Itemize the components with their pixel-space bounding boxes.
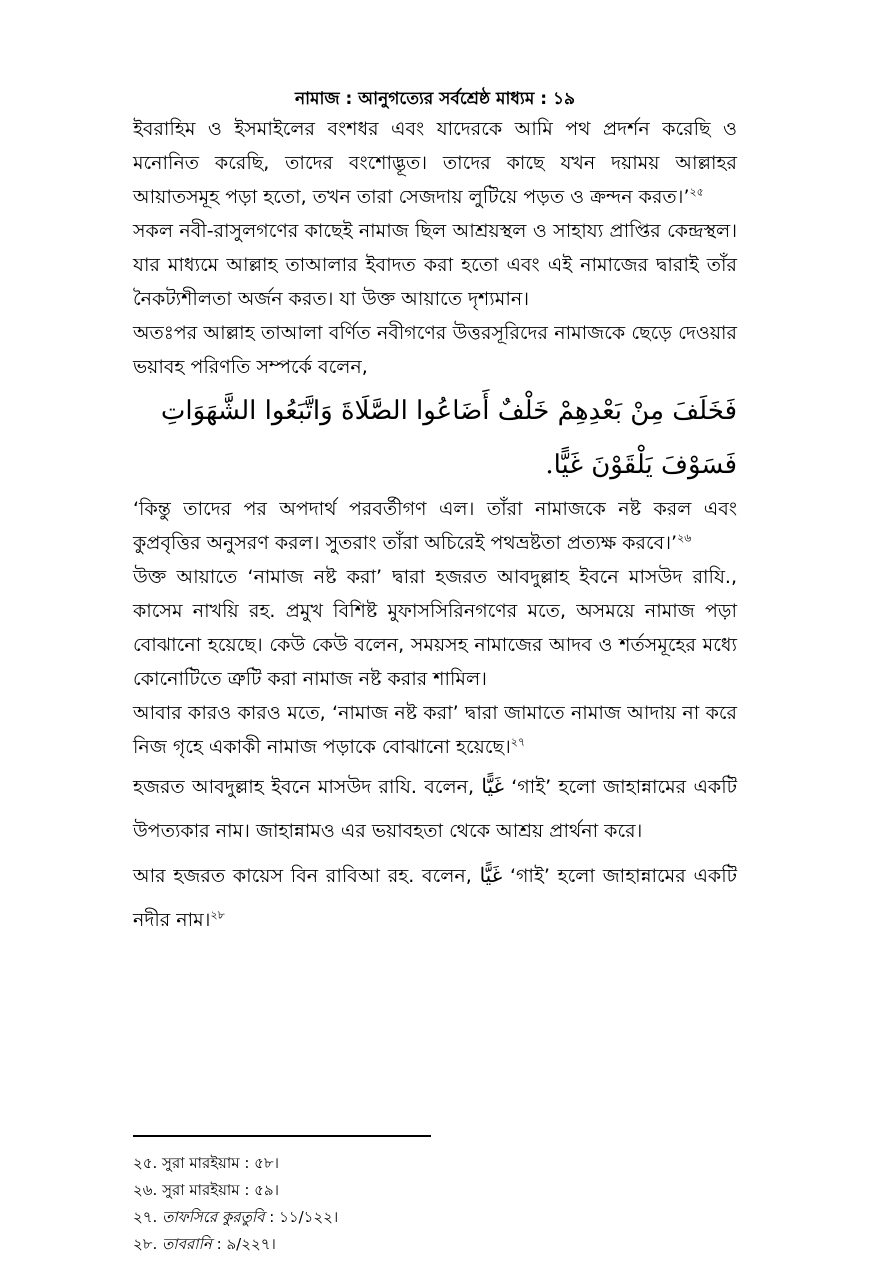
arabic-verse: فَخَلَفَ مِنْ بَعْدِهِمْ خَلْفٌ أَضَاعُوا الصَّلَاةَ وَاتَّبَعُوا الشَّهَوَاتِ فَسَوْفَ يَلْقَوْنَ غَيًّا. [160,396,737,480]
footnote-ref[interactable]: ২৬ [677,531,692,545]
paragraph: সকল নবী-রাসুলগণের কাছেই নামাজ ছিল আশ্রয়স্থল ও সাহায্য প্রাপ্তির কেন্দ্রস্থল। যার মাধ্যমে আল্লাহ তাআলার ইবাদত করা হতো এবং এই নামাজের দ্বারাই তাঁর নৈকট্যশীলতা অর্জন করত। যা উক্ত আয়াতে দৃশ্যমান। [133,220,737,310]
body-text [133,112,737,942]
paragraph: আবার কারও কারও মতে, ‘নামাজ নষ্ট করা’ দ্বারা জামাতে নামাজ আদায় না করে নিজ গৃহে একাকী নামাজ পড়াকে বোঝানো হয়েছে।$^{২৭}$ [133,702,737,758]
paragraph: আর হজরত কায়েস বিন রাবিআ রহ. বলেন, غَيًّا ‘গাই’ হলো জাহান্নামের একটি নদীর নাম।$^{২৮}$ [133,863,737,931]
paragraph: ‘কিন্তু তাদের পর অপদার্থ পরবর্তীগণ এল। তাঁরা নামাজকে নষ্ট করল এবং কুপ্রবৃত্তির অনুসরণ করল। সুতরাং তাঁরা অচিরেই পথভ্রষ্টতা প্রত্যক্ষ করবে।’$^{২৬}$ [133,498,737,554]
running-head: নামাজ : আনুগত্যের সর্বশ্রেষ্ঠ মাধ্যম : ১৯ [294,89,576,109]
footnote-ref[interactable]: ২৫ [689,185,704,199]
paragraph: অতঃপর আল্লাহ তাআলা বর্ণিত নবীগণের উত্তরসূরিদের নামাজকে ছেড়ে দেওয়ার ভয়াবহ পরিণতি সম্পর্কে বলেন, [133,322,737,378]
footnote-item: ২৬. সুরা মারইয়াম : ৫৯। [133,1181,280,1199]
footnote-item: ২৮. তাবরানি : ৯/২২৭। [133,1235,276,1253]
footnote-ref[interactable]: ২৭ [510,735,526,749]
arabic-word: غَيًّا [479,863,503,887]
footnotes [133,1150,737,1258]
arabic-word: غَيًّا [481,774,504,798]
footnote-item: ২৫. সুরা মারইয়াম : ৫৮। [133,1154,279,1172]
paragraph: ইবরাহিম ও ইসমাইলের বংশধর এবং যাদেরকে আমি পথ প্রদর্শন করেছি ও মনোনিত করেছি, তাদের বংশোদ্ভূত। তাদের কাছে যখন দয়াময় আল্লাহর আয়াতসমূহ পড়া হতো, তখন তারা সেজদায় লুটিয়ে পড়ত ও ক্রন্দন করত।’$^{২৫}$ [133,118,737,208]
paragraph: হজরত আবদুল্লাহ ইবনে মাসউদ রাযি. বলেন, غَيًّا ‘গাই’ হলো জাহান্নামের একটি উপত্যকার নাম। জাহান্নামও এর ভয়াবহতা থেকে আশ্রয় প্রার্থনা করে। [133,774,737,842]
paragraph: উক্ত আয়াতে ‘নামাজ নষ্ট করা’ দ্বারা হজরত আবদুল্লাহ ইবনে মাসউদ রাযি., কাসেম নাখয়ি রহ. প্রমুখ বিশিষ্ট মুফাসসিরিনগণের মতে, অসময়ে নামাজ পড়া বোঝানো হয়েছে। কেউ কেউ বলেন, সময়সহ নামাজের আদব ও শর্তসমূহের মধ্যে কোনোটিতে ত্রুটি করা নামাজ নষ্ট করার শামিল। [133,566,737,690]
footnote-ref[interactable]: ২৮ [210,908,225,922]
footnote-divider [133,1135,431,1137]
footnote-item: ২৭. তাফসিরে কুরতুবি : ১১/১২২। [133,1208,339,1226]
